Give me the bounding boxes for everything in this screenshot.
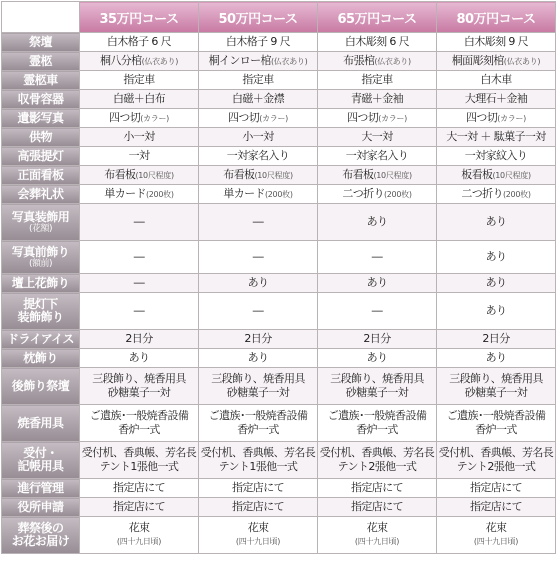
plan-cell [318, 368, 437, 405]
plan-cell [318, 349, 437, 368]
plan-cell [199, 71, 318, 90]
plan-cell [80, 90, 199, 109]
cell-text: 指定店にて [470, 500, 522, 513]
cell-text: 白木彫刻 6 尺 [344, 35, 410, 48]
cell-text: ご遺族･一般焼香設備 [327, 409, 427, 422]
cell-text: ご遺族･一般焼香設備 [446, 409, 546, 422]
plan-cell [199, 330, 318, 349]
plan-cell [199, 185, 318, 204]
cell-text-line2: テント1張他一式 [99, 460, 179, 473]
row-header-label: 会葬礼状 [17, 186, 64, 201]
cell-text: 白磁＋白布 [113, 92, 165, 105]
plan-cell [80, 349, 199, 368]
cell-text: 四つ切 [347, 110, 379, 124]
plan-cell [80, 204, 199, 241]
cell-text: 大理石＋金袖 [464, 92, 528, 105]
cell-text: 指定店にて [232, 481, 284, 494]
cell-note: (仏衣あり) [374, 56, 411, 66]
course-header: 80万円コース [437, 2, 556, 33]
cell-text: ― [371, 304, 383, 317]
plan-cell [80, 330, 199, 349]
cell-note: (10尺程度) [492, 170, 531, 180]
cell-note: (四十九日頃) [235, 537, 281, 546]
table-row [2, 517, 556, 554]
cell-text: ― [133, 250, 145, 263]
plan-cell [437, 293, 556, 330]
row-header-label: 高張提灯 [17, 148, 64, 163]
plan-cell [437, 166, 556, 185]
plan-cell [318, 241, 437, 274]
cell-note: (200枚) [264, 189, 293, 199]
cell-text: あり [485, 304, 507, 317]
plan-cell [199, 33, 318, 52]
cell-text: 白磁＋金襟 [232, 92, 284, 105]
row-header-label: 霊柩車 [23, 72, 58, 87]
plan-cell [437, 330, 556, 349]
cell-text: 二つ折り [461, 186, 503, 200]
plan-cell [318, 330, 437, 349]
row-header-label: 役所申請 [17, 499, 64, 514]
row-header [2, 128, 80, 147]
plan-cell [437, 33, 556, 52]
cell-text: 一対家名入り [226, 149, 290, 162]
plan-cell [437, 498, 556, 517]
cell-note: (カラー) [497, 113, 526, 123]
plan-cell [199, 109, 318, 128]
cell-text: 三段飾り、焼香用具 [92, 372, 186, 385]
row-header-label: 受付・ [23, 446, 58, 460]
cell-text: 一対家紋入り [464, 149, 528, 162]
plan-cell [80, 147, 199, 166]
plan-cell [199, 204, 318, 241]
plan-cell [199, 405, 318, 442]
cell-text: 二つ折り [342, 186, 384, 200]
row-header-label: 壇上花飾り [11, 275, 70, 290]
table-row [2, 71, 556, 90]
plan-cell [437, 52, 556, 71]
row-header [2, 52, 80, 71]
cell-note: (仏衣あり) [270, 56, 308, 66]
cell-text: 花束 [128, 521, 150, 534]
cell-text: 布看板 [104, 167, 136, 181]
cell-text: 2日分 [363, 332, 391, 345]
table-row [2, 349, 556, 368]
cell-text: 布看板 [223, 167, 255, 181]
cell-note: (カラー) [140, 113, 169, 123]
plan-cell [199, 293, 318, 330]
plan-cell [318, 293, 437, 330]
row-header [2, 185, 80, 204]
plan-cell [199, 241, 318, 274]
table-row [2, 147, 556, 166]
plan-cell [318, 185, 437, 204]
cell-text: 花束 [366, 521, 388, 534]
plan-cell [80, 498, 199, 517]
cell-text: 白木彫刻 9 尺 [463, 35, 529, 48]
row-header-label: ドライアイス [6, 331, 75, 346]
plan-cell [199, 147, 318, 166]
cell-note: (10尺程度) [254, 170, 293, 180]
cell-text-line2: 砂糖菓子一対 [464, 386, 528, 399]
row-header [2, 330, 80, 349]
table-row [2, 166, 556, 185]
cell-note: (仏衣あり) [503, 56, 541, 66]
cell-text: 指定店にて [113, 500, 165, 513]
plan-cell [199, 349, 318, 368]
plan-cell [199, 90, 318, 109]
cell-text: 白木格子 6 尺 [106, 35, 172, 48]
plan-cell [199, 368, 318, 405]
cell-text: あり [366, 215, 388, 228]
row-header-label: 写真前飾り [11, 244, 70, 259]
cell-text: 四つ切 [109, 110, 141, 124]
plan-cell [437, 349, 556, 368]
cell-text-line2: 砂糖菓子一対 [107, 386, 171, 399]
cell-text: ― [252, 215, 264, 228]
plan-cell [318, 498, 437, 517]
cell-text: 2日分 [482, 332, 510, 345]
plan-cell [437, 442, 556, 479]
row-header-sublabel: (額前) [28, 258, 53, 269]
table-row [2, 479, 556, 498]
table-row [2, 442, 556, 479]
plan-cell [80, 517, 199, 554]
cell-text: あり [485, 351, 507, 364]
cell-text: ご遺族･一般焼香設備 [89, 409, 189, 422]
plan-cell [80, 166, 199, 185]
cell-text: 受付机、香典帳、芳名長 [438, 446, 554, 459]
plan-cell [80, 405, 199, 442]
cell-text-line2: テント2張他一式 [337, 460, 417, 473]
plan-cell [80, 368, 199, 405]
cell-text: 一対家名入り [345, 149, 409, 162]
plan-cell [437, 109, 556, 128]
plan-cell [199, 517, 318, 554]
plan-cell [199, 274, 318, 293]
plan-cell [199, 128, 318, 147]
row-header [2, 517, 80, 554]
row-header-label: 焼香用具 [17, 415, 64, 430]
plan-cell [437, 185, 556, 204]
cell-text: あり [366, 276, 388, 289]
cell-text: 受付机、香典帳、芳名長 [319, 446, 435, 459]
plan-cell [80, 128, 199, 147]
cell-text: 指定店にて [113, 481, 165, 494]
cell-text: ご遺族･一般焼香設備 [208, 409, 308, 422]
cell-text: 2日分 [125, 332, 153, 345]
plan-cell [199, 498, 318, 517]
cell-note: (200枚) [145, 189, 174, 199]
table-row [2, 241, 556, 274]
plan-cell [318, 204, 437, 241]
plan-cell [437, 517, 556, 554]
cell-text: あり [128, 351, 150, 364]
plan-cell [80, 442, 199, 479]
row-header-label: 収骨容器 [17, 91, 64, 106]
cell-note: (200枚) [383, 189, 412, 199]
row-header-label: 枕飾り [23, 350, 58, 365]
plan-cell [80, 109, 199, 128]
row-header [2, 204, 80, 241]
table-row [2, 52, 556, 71]
cell-text: 青磁＋金袖 [351, 92, 403, 105]
row-header-label: 霊柩 [28, 53, 52, 68]
plan-cell [80, 293, 199, 330]
plan-cell [199, 442, 318, 479]
course-header-row [2, 2, 556, 33]
row-header [2, 147, 80, 166]
cell-text-line2: 香炉一式 [237, 423, 279, 436]
row-header-label: 葬祭後の [17, 521, 64, 535]
row-header-label: 後飾り祭壇 [11, 378, 70, 393]
cell-note: (10尺程度) [135, 170, 174, 180]
row-header-label-line2: 記帳用具 [17, 459, 64, 473]
plan-cell [80, 274, 199, 293]
row-header-label: 提灯下 [23, 297, 58, 311]
cell-text-line2: 香炉一式 [356, 423, 398, 436]
cell-text: 桐八分棺 [99, 53, 142, 67]
course-header: 50万円コース [199, 2, 318, 33]
cell-text: あり [247, 276, 269, 289]
cell-text: 白木格子 9 尺 [225, 35, 291, 48]
row-header-label: 正面看板 [17, 167, 64, 182]
cell-text-line2: 香炉一式 [118, 423, 160, 436]
cell-text: ― [133, 304, 145, 317]
plan-cell [437, 241, 556, 274]
cell-text: 花束 [485, 521, 507, 534]
cell-note: (カラー) [378, 113, 407, 123]
table-row [2, 498, 556, 517]
row-header [2, 274, 80, 293]
cell-text: あり [485, 276, 507, 289]
table-row [2, 368, 556, 405]
cell-text: 桐面彫刻棺 [451, 53, 504, 67]
row-header-label: 祭壇 [28, 34, 52, 49]
table-row [2, 293, 556, 330]
corner-cell [2, 2, 80, 33]
plan-cell [318, 166, 437, 185]
row-header [2, 293, 80, 330]
table-row [2, 33, 556, 52]
table-row [2, 330, 556, 349]
cell-text: あり [485, 215, 507, 228]
row-header [2, 368, 80, 405]
cell-text: 小一対 [123, 130, 155, 143]
cell-text: 単カード [104, 186, 146, 200]
cell-note: (四十九日頃) [473, 537, 519, 546]
plan-cell [80, 33, 199, 52]
cell-text: 指定車 [242, 73, 274, 86]
table-row [2, 274, 556, 293]
table-row [2, 109, 556, 128]
cell-text: 布張棺 [343, 53, 375, 67]
cell-text-line2: テント2張他一式 [456, 460, 536, 473]
plan-cell [318, 147, 437, 166]
plan-cell [199, 479, 318, 498]
row-header-label-line2: 装飾飾り [17, 310, 64, 324]
cell-text: ― [133, 276, 145, 289]
cell-text: 指定車 [361, 73, 393, 86]
plan-cell [318, 109, 437, 128]
cell-text: 四つ切 [466, 110, 498, 124]
plan-cell [80, 52, 199, 71]
cell-text: あり [485, 250, 507, 263]
table-row [2, 185, 556, 204]
plan-cell [318, 405, 437, 442]
plan-cell [318, 274, 437, 293]
course-header: 65万円コース [318, 2, 437, 33]
cell-text: 白木車 [480, 73, 512, 86]
cell-text: 受付机、香典帳、芳名長 [81, 446, 197, 459]
cell-text: 大一対 [361, 130, 393, 143]
table-body [2, 33, 556, 554]
row-header [2, 405, 80, 442]
cell-text-line2: 砂糖菓子一対 [226, 386, 290, 399]
row-header-label: 進行管理 [17, 480, 64, 495]
table-row [2, 405, 556, 442]
plan-cell [318, 517, 437, 554]
cell-text: 2日分 [244, 332, 272, 345]
plan-cell [437, 479, 556, 498]
plan-cell [437, 368, 556, 405]
plan-cell [318, 90, 437, 109]
plan-cell [318, 52, 437, 71]
plan-cell [318, 128, 437, 147]
cell-text: ― [371, 250, 383, 263]
cell-text: 単カード [223, 186, 265, 200]
row-header-label-line2: お花お届け [11, 534, 70, 548]
cell-text: 一対 [128, 149, 150, 162]
row-header [2, 241, 80, 274]
cell-text: 布看板 [342, 167, 374, 181]
row-header [2, 498, 80, 517]
cell-text: あり [247, 351, 269, 364]
cell-note: (仏衣あり) [141, 56, 179, 66]
plan-cell [318, 71, 437, 90]
cell-note: (10尺程度) [373, 170, 412, 180]
cell-text: 指定店にて [351, 500, 403, 513]
table-row [2, 90, 556, 109]
cell-text: 指定店にて [351, 481, 403, 494]
cell-text-line2: 香炉一式 [475, 423, 517, 436]
cell-text: 花束 [247, 521, 269, 534]
row-header [2, 90, 80, 109]
cell-text: 四つ切 [228, 110, 260, 124]
course-comparison-table [1, 1, 556, 554]
cell-note: (四十九日頃) [116, 537, 162, 546]
cell-text: 桐インロー棺 [208, 53, 271, 67]
table-row [2, 128, 556, 147]
row-header [2, 166, 80, 185]
cell-text: 三段飾り、焼香用具 [330, 372, 424, 385]
cell-text: あり [366, 351, 388, 364]
plan-cell [437, 147, 556, 166]
plan-cell [318, 442, 437, 479]
row-header-label: 供物 [28, 129, 52, 144]
plan-cell [199, 52, 318, 71]
cell-text: 指定店にて [232, 500, 284, 513]
cell-text: 三段飾り、焼香用具 [449, 372, 543, 385]
cell-text: 指定店にて [470, 481, 522, 494]
cell-text: 大一対 ＋ 駄菓子一対 [446, 130, 546, 143]
plan-cell [80, 71, 199, 90]
cell-text: 三段飾り、焼香用具 [211, 372, 305, 385]
plan-cell [437, 405, 556, 442]
row-header [2, 479, 80, 498]
cell-text: 受付机、香典帳、芳名長 [200, 446, 316, 459]
cell-note: (カラー) [259, 113, 288, 123]
plan-cell [437, 90, 556, 109]
cell-text: ― [252, 250, 264, 263]
plan-cell [318, 33, 437, 52]
row-header-label: 写真装飾用 [11, 209, 70, 224]
cell-text: 小一対 [242, 130, 274, 143]
course-header: 35万円コース [80, 2, 199, 33]
plan-cell [437, 71, 556, 90]
plan-cell [80, 185, 199, 204]
row-header [2, 109, 80, 128]
plan-cell [437, 204, 556, 241]
table-row [2, 204, 556, 241]
row-header [2, 33, 80, 52]
cell-note: (200枚) [502, 189, 531, 199]
plan-cell [437, 274, 556, 293]
cell-text: 板看板 [461, 167, 493, 181]
cell-text: ― [133, 215, 145, 228]
cell-note: (四十九日頃) [354, 537, 400, 546]
cell-text: 指定車 [123, 73, 155, 86]
row-header [2, 442, 80, 479]
plan-cell [318, 479, 437, 498]
row-header-sublabel: (花額) [28, 223, 53, 234]
plan-cell [437, 128, 556, 147]
row-header-label: 遺影写真 [17, 110, 64, 125]
plan-cell [199, 166, 318, 185]
row-header [2, 71, 80, 90]
cell-text-line2: テント1張他一式 [218, 460, 298, 473]
row-header [2, 349, 80, 368]
plan-cell [80, 241, 199, 274]
plan-cell [80, 479, 199, 498]
cell-text: ― [252, 304, 264, 317]
cell-text-line2: 砂糖菓子一対 [345, 386, 409, 399]
